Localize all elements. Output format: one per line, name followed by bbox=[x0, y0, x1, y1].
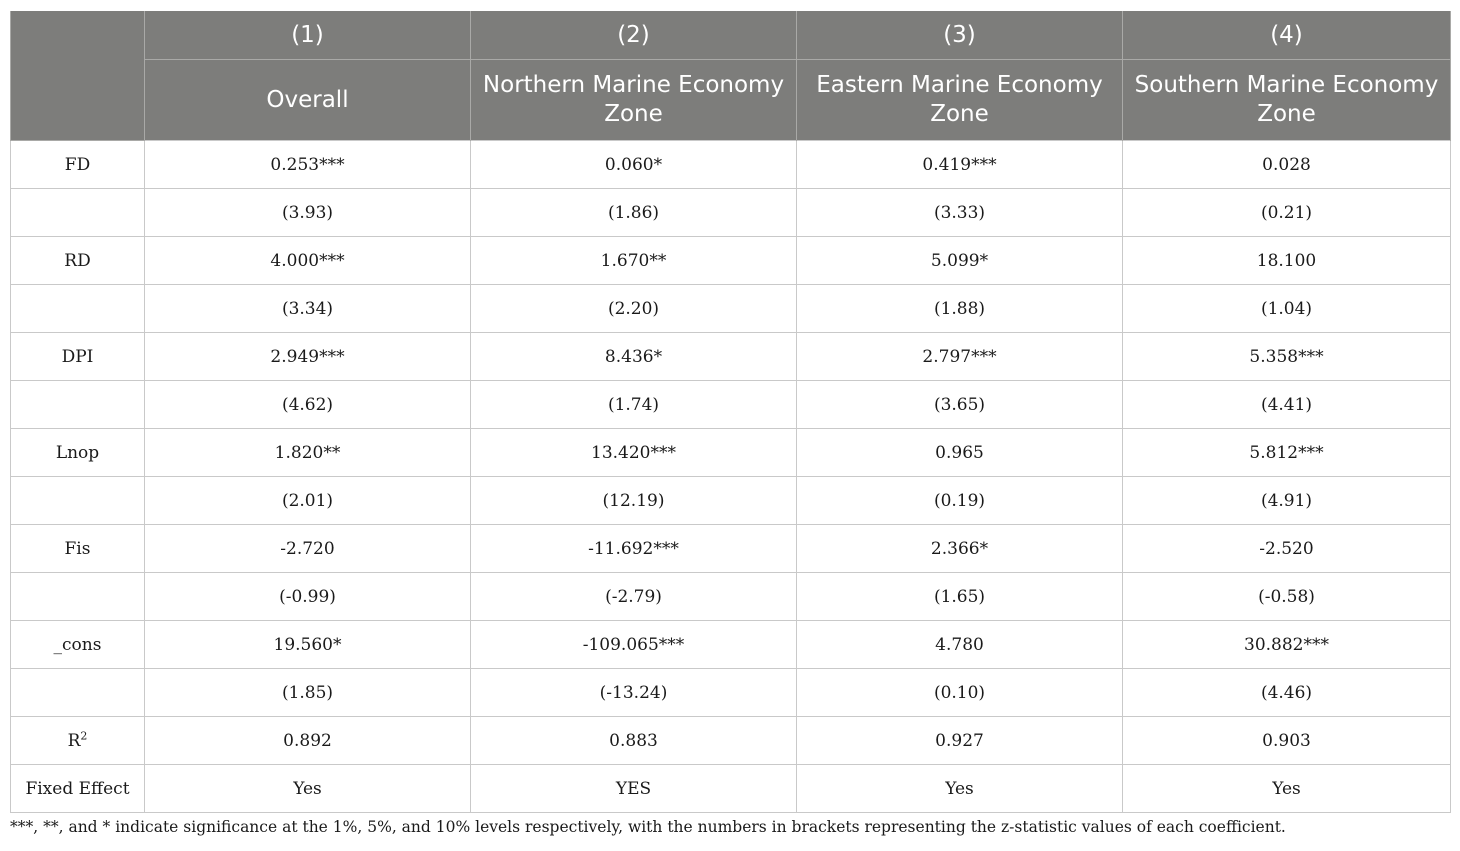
table-cell: 4.000*** bbox=[145, 237, 471, 285]
table-cell: YES bbox=[471, 765, 797, 813]
header-number-1: (1) bbox=[145, 11, 471, 60]
table-cell: 0.927 bbox=[797, 717, 1123, 765]
table-cell: 5.358*** bbox=[1123, 333, 1451, 381]
header-number-row bbox=[11, 11, 1451, 60]
table-cell: (1.88) bbox=[797, 285, 1123, 333]
table-cell: (0.10) bbox=[797, 669, 1123, 717]
table-cell: (-0.58) bbox=[1123, 573, 1451, 621]
table-cell: 0.028 bbox=[1123, 141, 1451, 189]
table-cell: (-13.24) bbox=[471, 669, 797, 717]
row-label: FD bbox=[11, 141, 145, 189]
header-number-2: (2) bbox=[471, 11, 797, 60]
row-label: _cons bbox=[11, 621, 145, 669]
table-cell: Yes bbox=[797, 765, 1123, 813]
table-header bbox=[11, 11, 1451, 141]
table-cell: (4.41) bbox=[1123, 381, 1451, 429]
table-row-fis-z bbox=[11, 573, 1451, 621]
table-cell: (-0.99) bbox=[145, 573, 471, 621]
table-cell: 2.797*** bbox=[797, 333, 1123, 381]
table-cell: (3.65) bbox=[797, 381, 1123, 429]
header-name-4: Southern Marine Economy Zone bbox=[1123, 60, 1451, 141]
table-cell: -2.520 bbox=[1123, 525, 1451, 573]
table-cell: 0.883 bbox=[471, 717, 797, 765]
row-label-r2 bbox=[11, 717, 145, 765]
table-cell: (-2.79) bbox=[471, 573, 797, 621]
table-cell: (0.19) bbox=[797, 477, 1123, 525]
table-row-dpi bbox=[11, 333, 1451, 381]
row-label: Fis bbox=[11, 525, 145, 573]
table-cell: (1.04) bbox=[1123, 285, 1451, 333]
table-row-cons bbox=[11, 621, 1451, 669]
table-cell: (2.01) bbox=[145, 477, 471, 525]
table-cell: 5.812*** bbox=[1123, 429, 1451, 477]
table-row-rd bbox=[11, 237, 1451, 285]
row-label bbox=[11, 669, 145, 717]
table-row-r2 bbox=[11, 717, 1451, 765]
table-cell: 0.253*** bbox=[145, 141, 471, 189]
table-cell: (12.19) bbox=[471, 477, 797, 525]
table-cell: 0.419*** bbox=[797, 141, 1123, 189]
table-cell: 4.780 bbox=[797, 621, 1123, 669]
table-body bbox=[11, 141, 1451, 813]
table-cell: 0.892 bbox=[145, 717, 471, 765]
table-cell: (4.62) bbox=[145, 381, 471, 429]
table-cell: (2.20) bbox=[471, 285, 797, 333]
table-cell: (1.65) bbox=[797, 573, 1123, 621]
row-label bbox=[11, 381, 145, 429]
table-cell: 19.560* bbox=[145, 621, 471, 669]
row-label: Lnop bbox=[11, 429, 145, 477]
table-row-fd-z bbox=[11, 189, 1451, 237]
table-cell: 0.060* bbox=[471, 141, 797, 189]
row-label: Fixed Effect bbox=[11, 765, 145, 813]
row-label bbox=[11, 573, 145, 621]
table-cell: 0.903 bbox=[1123, 717, 1451, 765]
table-cell: (4.46) bbox=[1123, 669, 1451, 717]
row-label bbox=[11, 285, 145, 333]
table-cell: 0.965 bbox=[797, 429, 1123, 477]
table-cell: (3.33) bbox=[797, 189, 1123, 237]
header-name-3: Eastern Marine Economy Zone bbox=[797, 60, 1123, 141]
table-cell: (4.91) bbox=[1123, 477, 1451, 525]
table-cell: 13.420*** bbox=[471, 429, 797, 477]
row-label: RD bbox=[11, 237, 145, 285]
table-row-fixed-effect bbox=[11, 765, 1451, 813]
table-cell: Yes bbox=[145, 765, 471, 813]
regression-table bbox=[10, 11, 1451, 813]
table-cell: (3.34) bbox=[145, 285, 471, 333]
table-cell: -2.720 bbox=[145, 525, 471, 573]
table-cell: 1.820** bbox=[145, 429, 471, 477]
table-cell: 8.436* bbox=[471, 333, 797, 381]
table-row-dpi-z bbox=[11, 381, 1451, 429]
header-name-2: Northern Marine Economy Zone bbox=[471, 60, 797, 141]
row-label bbox=[11, 477, 145, 525]
table-cell: -109.065*** bbox=[471, 621, 797, 669]
header-corner-cell bbox=[11, 11, 145, 141]
table-cell: 5.099* bbox=[797, 237, 1123, 285]
table-row-cons-z bbox=[11, 669, 1451, 717]
table-cell: 18.100 bbox=[1123, 237, 1451, 285]
table-cell: 1.670** bbox=[471, 237, 797, 285]
table-row-fis bbox=[11, 525, 1451, 573]
row-label bbox=[11, 189, 145, 237]
header-number-3: (3) bbox=[797, 11, 1123, 60]
table-row-lnop-z bbox=[11, 477, 1451, 525]
table-cell: -11.692*** bbox=[471, 525, 797, 573]
table-cell: (1.86) bbox=[471, 189, 797, 237]
table-cell: (1.85) bbox=[145, 669, 471, 717]
table-cell: (0.21) bbox=[1123, 189, 1451, 237]
table-row-lnop bbox=[11, 429, 1451, 477]
table-row-fd bbox=[11, 141, 1451, 189]
table-cell: (1.74) bbox=[471, 381, 797, 429]
r2-letter: R bbox=[67, 730, 81, 751]
table-footnote: ***, **, and * indicate significance at the 1%, 5%, and 10% levels respectively, with the numbers in brackets representing the z-statistic values of each coefficient. bbox=[10, 818, 1286, 836]
header-number-4: (4) bbox=[1123, 11, 1451, 60]
regression-table-container bbox=[10, 11, 1450, 813]
table-cell: (3.93) bbox=[145, 189, 471, 237]
row-label: DPI bbox=[11, 333, 145, 381]
header-name-1: Overall bbox=[145, 60, 471, 141]
table-cell: 30.882*** bbox=[1123, 621, 1451, 669]
r2-superscript: 2 bbox=[80, 728, 88, 742]
table-cell: 2.366* bbox=[797, 525, 1123, 573]
table-cell: Yes bbox=[1123, 765, 1451, 813]
table-cell: 2.949*** bbox=[145, 333, 471, 381]
header-name-row bbox=[11, 60, 1451, 141]
table-row-rd-z bbox=[11, 285, 1451, 333]
